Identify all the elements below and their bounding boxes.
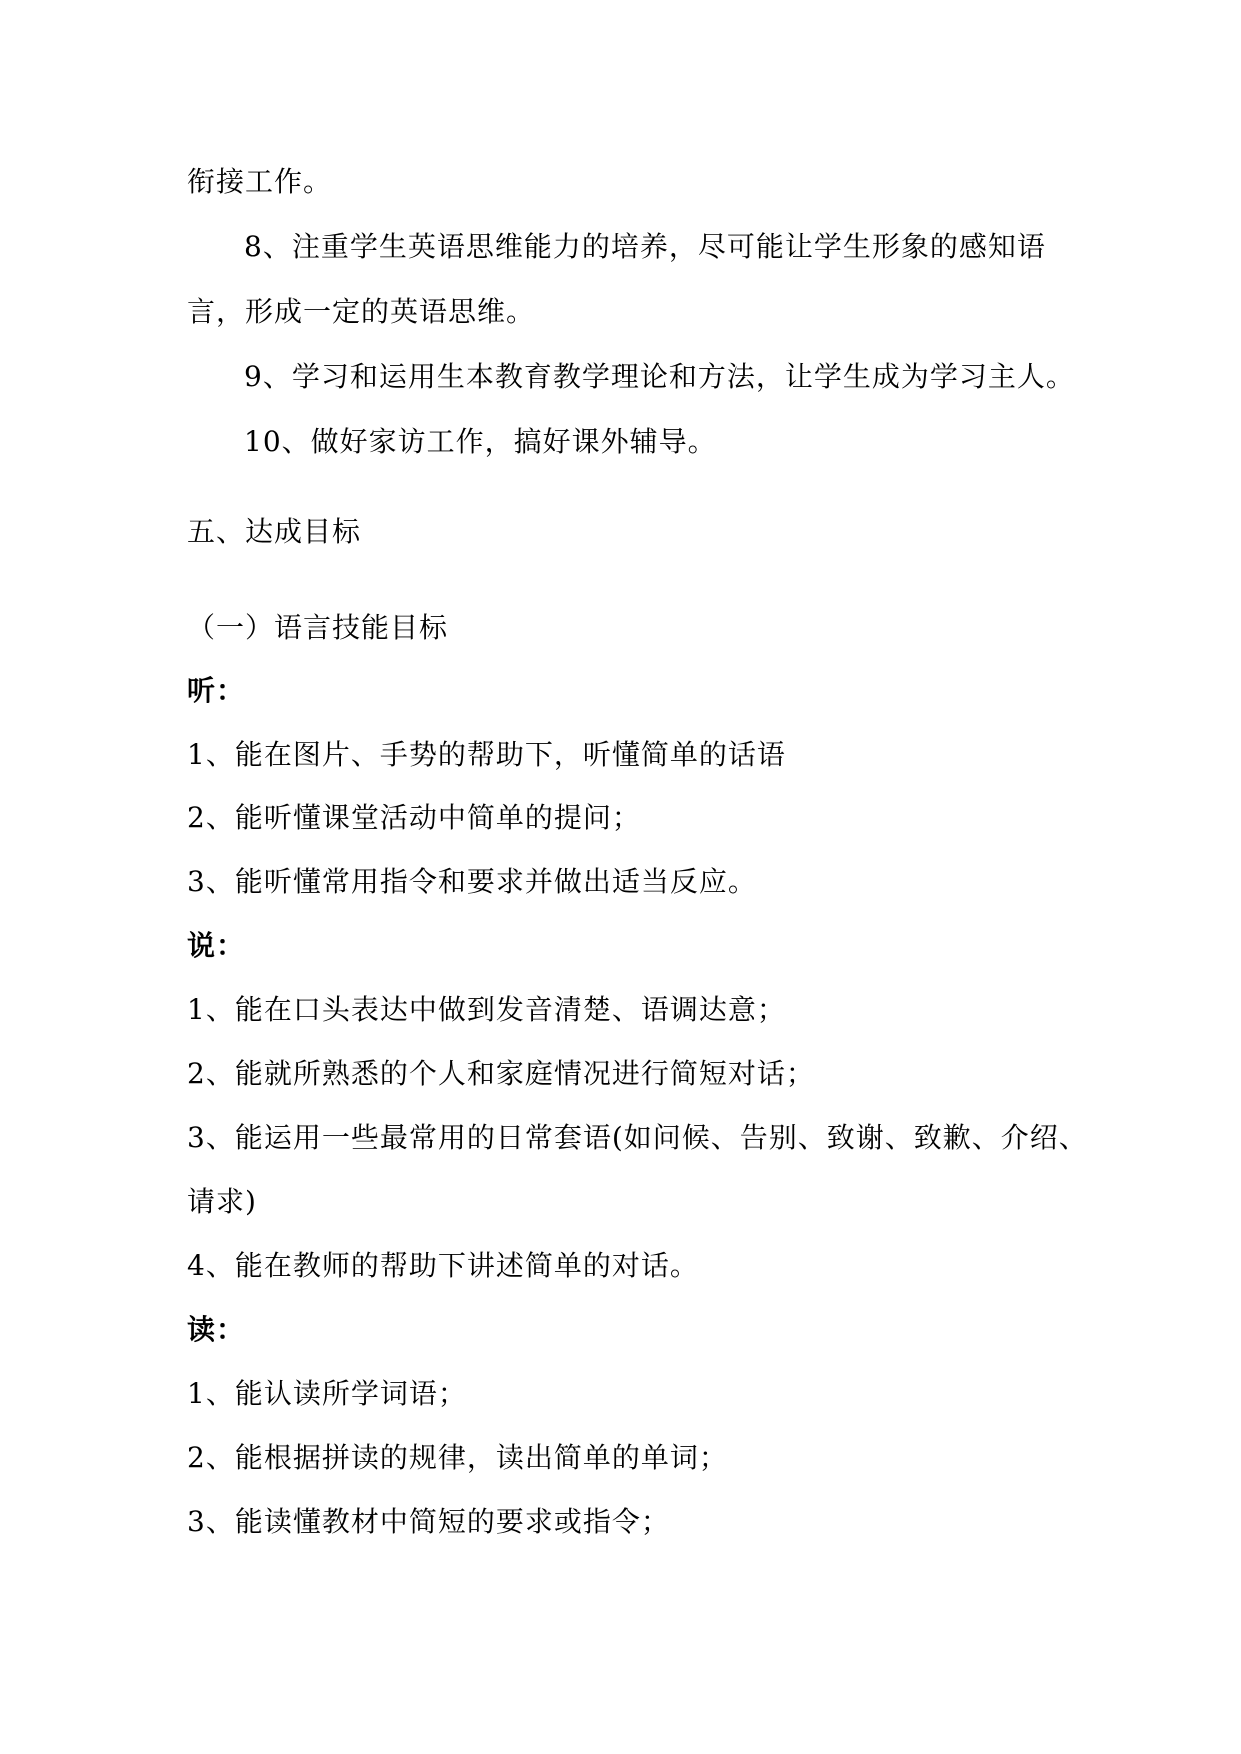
list-item: 4、能在教师的帮助下讲述简单的对话。 — [187, 1249, 699, 1282]
list-item-9: 9、学习和运用生本教育教学理论和方法，让学生成为学习主人。 — [244, 360, 1075, 393]
list-item-10: 10、做好家访工作，搞好课外辅导。 — [244, 425, 717, 458]
category-heading-speak: 说： — [187, 929, 246, 962]
category-heading-read: 读： — [187, 1313, 246, 1346]
list-item: 2、能根据拼读的规律，读出简单的单词； — [187, 1441, 728, 1474]
list-item: 3、能读懂教材中简短的要求或指令； — [187, 1505, 670, 1538]
list-item: 1、能在图片、手势的帮助下，听懂简单的话语 — [187, 738, 786, 771]
list-item: 3、能运用一些最常用的日常套语(如问候、告别、致谢、致歉、介绍、 — [187, 1121, 1088, 1154]
paragraph-line: 言，形成一定的英语思维。 — [187, 295, 536, 328]
list-item: 1、能认读所学词语； — [187, 1377, 467, 1410]
list-item: 2、能听懂课堂活动中简单的提问； — [187, 801, 641, 834]
list-item-8: 8、注重学生英语思维能力的培养，尽可能让学生形象的感知语 — [244, 230, 1046, 263]
category-heading-listen: 听： — [187, 674, 246, 707]
list-item: 2、能就所熟悉的个人和家庭情况进行简短对话； — [187, 1057, 815, 1090]
list-item: 1、能在口头表达中做到发音清楚、语调达意； — [187, 993, 786, 1026]
section-heading: 五、达成目标 — [187, 515, 362, 548]
paragraph-line: 衔接工作。 — [187, 165, 333, 198]
list-item: 3、能听懂常用指令和要求并做出适当反应。 — [187, 865, 757, 898]
subsection-heading: （一）语言技能目标 — [187, 611, 449, 644]
list-item-continuation: 请求) — [187, 1185, 257, 1218]
